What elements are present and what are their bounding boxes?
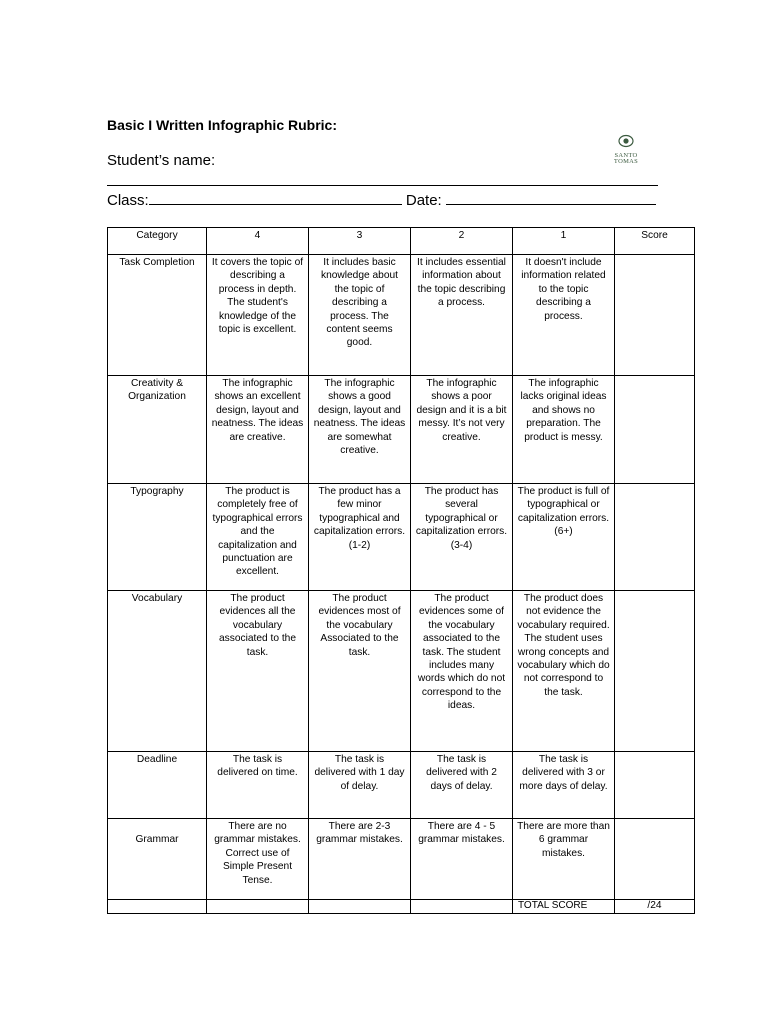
criterion-cell: The product evidences some of the vocabulary associated to the task. The student includes many words which do not correspond to the ideas. [411,591,513,752]
criterion-cell: The product has a few minor typographical and capitalization errors. (1-2) [309,484,411,591]
category-cell: Creativity & Organization [108,376,207,484]
score-cell[interactable] [615,591,695,752]
school-logo [608,134,644,168]
criterion-cell: The infographic lacks original ideas and shows no preparation. The product is messy. [513,376,615,484]
empty-cell [411,900,513,914]
table-row [108,752,695,819]
score-cell[interactable] [615,752,695,819]
criterion-cell: It covers the topic of describing a process in depth. The student's knowledge of the topic is excellent. [207,255,309,376]
header-score-1: 1 [513,228,615,255]
student-name-row [107,152,215,169]
table-row [108,591,695,752]
criterion-cell: The product has several typographical or capitalization errors. (3-4) [411,484,513,591]
score-cell[interactable] [615,376,695,484]
score-cell[interactable] [615,255,695,376]
header-score-2: 2 [411,228,513,255]
score-cell[interactable] [615,484,695,591]
criterion-cell: The product does not evidence the vocabulary required. The student uses wrong concepts and vocabulary which do not correspond to the task. [513,591,615,752]
header-category: Category [108,228,207,255]
criterion-cell: There are 4 - 5 grammar mistakes. [411,819,513,900]
criterion-cell: The product evidences most of the vocabulary Associated to the task. [309,591,411,752]
student-name-label: Student’s name: [107,152,216,169]
student-name-field[interactable] [107,185,658,186]
class-label: Class: [107,192,149,209]
crest-icon [618,134,634,148]
category-cell: Task Completion [108,255,207,376]
criterion-cell: The task is delivered on time. [207,752,309,819]
header-score: Score [615,228,695,255]
category-cell: Grammar [108,819,207,900]
header-score-3: 3 [309,228,411,255]
total-score-label: TOTAL SCORE [513,900,615,914]
total-score-value[interactable]: /24 [615,900,695,914]
table-row [108,484,695,591]
rubric-table [107,227,695,914]
rubric-title: Basic I Written Infographic Rubric: [107,117,337,133]
table-header-row [108,228,695,255]
criterion-cell: The product is completely free of typographical errors and the capitalization and punctuation are excellent. [207,484,309,591]
criterion-cell: The task is delivered with 3 or more days of delay. [513,752,615,819]
class-field[interactable] [149,190,402,205]
criterion-cell: The task is delivered with 2 days of delay. [411,752,513,819]
logo-text-top: SANTO [614,152,638,159]
criterion-cell: The product evidences all the vocabulary associated to the task. [207,591,309,752]
criterion-cell: The task is delivered with 1 day of delay. [309,752,411,819]
header-score-4: 4 [207,228,309,255]
logo-text-bottom: TOMAS [613,158,639,165]
criterion-cell: The infographic shows a good design, layout and neatness. The ideas are somewhat creative. [309,376,411,484]
empty-cell [207,900,309,914]
table-row [108,376,695,484]
total-row [108,900,695,914]
empty-cell [309,900,411,914]
criterion-cell: There are 2-3 grammar mistakes. [309,819,411,900]
category-cell: Vocabulary [108,591,207,752]
criterion-cell: It includes basic knowledge about the topic of describing a process. The content seems good. [309,255,411,376]
empty-cell [108,900,207,914]
category-cell: Typography [108,484,207,591]
criterion-cell: The infographic shows an excellent design, layout and neatness. The ideas are creative. [207,376,309,484]
criterion-cell: There are more than 6 grammar mistakes. [513,819,615,900]
table-row [108,255,695,376]
criterion-cell: There are no grammar mistakes. Correct use of Simple Present Tense. [207,819,309,900]
score-cell[interactable] [615,819,695,900]
criterion-cell: The infographic shows a poor design and it is a bit messy. It’s not very creative. [411,376,513,484]
date-field[interactable] [446,190,656,205]
criterion-cell: The product is full of typographical or capitalization errors. (6+) [513,484,615,591]
table-row [108,819,695,900]
class-date-row [107,190,656,209]
category-cell: Deadline [108,752,207,819]
criterion-cell: It includes essential information about the topic describing a process. [411,255,513,376]
date-label: Date: [405,192,442,209]
criterion-cell: It doesn't include information related to the topic describing a process. [513,255,615,376]
